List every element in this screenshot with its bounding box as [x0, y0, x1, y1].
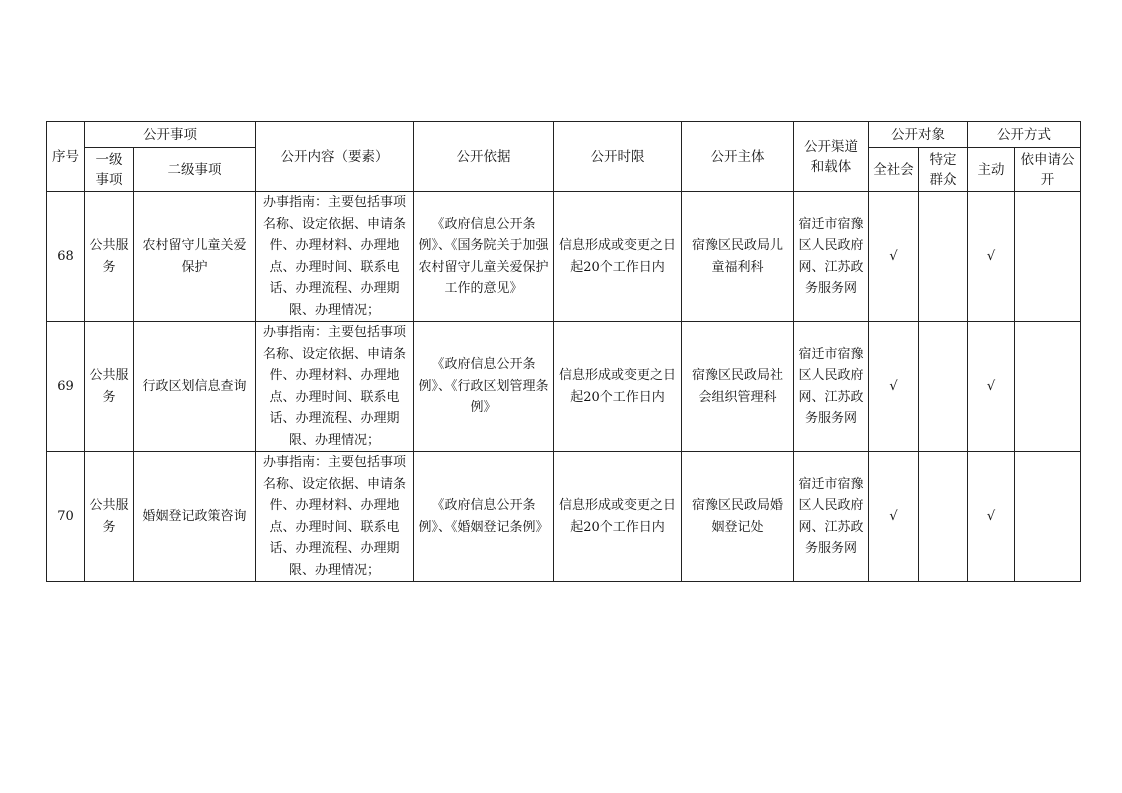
cell-content: 办事指南：主要包括事项名称、设定依据、申请条件、办理材料、办理地点、办理时间、联系电话、办理流程、办理期限、办理情况；	[256, 192, 414, 322]
cell-audience-all: √	[869, 192, 919, 322]
cell-seq: 68	[47, 192, 85, 322]
header-subject: 公开主体	[682, 122, 794, 192]
cell-mode-active: √	[968, 452, 1015, 582]
cell-audience-specific	[919, 452, 968, 582]
header-mode-request: 依申请公开	[1015, 148, 1081, 192]
table-row	[47, 192, 1081, 322]
header-item-group: 公开事项	[85, 122, 256, 148]
cell-channel: 宿迁市宿豫区人民政府网、江苏政务服务网	[794, 192, 869, 322]
cell-level1: 公共服务	[85, 452, 134, 582]
cell-subject: 宿豫区民政局婚姻登记处	[682, 452, 794, 582]
cell-mode-active: √	[968, 322, 1015, 452]
cell-basis: 《政府信息公开条例》、《行政区划管理条例》	[414, 322, 554, 452]
cell-level2: 农村留守儿童关爱保护	[134, 192, 256, 322]
cell-basis: 《政府信息公开条例》、《国务院关于加强农村留守儿童关爱保护工作的意见》	[414, 192, 554, 322]
cell-level1: 公共服务	[85, 322, 134, 452]
cell-time: 信息形成或变更之日起20个工作日内	[554, 192, 682, 322]
cell-level2: 婚姻登记政策咨询	[134, 452, 256, 582]
disclosure-table	[46, 121, 1081, 582]
header-time: 公开时限	[554, 122, 682, 192]
header-level1: 一级事项	[85, 148, 134, 192]
cell-subject: 宿豫区民政局儿童福利科	[682, 192, 794, 322]
header-seq: 序号	[47, 122, 85, 192]
cell-time: 信息形成或变更之日起20个工作日内	[554, 322, 682, 452]
cell-mode-active: √	[968, 192, 1015, 322]
cell-basis: 《政府信息公开条例》、《婚姻登记条例》	[414, 452, 554, 582]
cell-mode-request	[1015, 192, 1081, 322]
header-basis: 公开依据	[414, 122, 554, 192]
cell-level1: 公共服务	[85, 192, 134, 322]
cell-mode-request	[1015, 322, 1081, 452]
table-body	[47, 192, 1081, 582]
cell-audience-specific	[919, 322, 968, 452]
table-row	[47, 452, 1081, 582]
cell-time: 信息形成或变更之日起20个工作日内	[554, 452, 682, 582]
cell-content: 办事指南：主要包括事项名称、设定依据、申请条件、办理材料、办理地点、办理时间、联系电话、办理流程、办理期限、办理情况；	[256, 452, 414, 582]
cell-mode-request	[1015, 452, 1081, 582]
cell-level2: 行政区划信息查询	[134, 322, 256, 452]
header-audience-group: 公开对象	[869, 122, 968, 148]
header-channel: 公开渠道和载体	[794, 122, 869, 192]
header-content: 公开内容（要素）	[256, 122, 414, 192]
header-mode-group: 公开方式	[968, 122, 1081, 148]
cell-seq: 69	[47, 322, 85, 452]
cell-audience-all: √	[869, 452, 919, 582]
cell-subject: 宿豫区民政局社会组织管理科	[682, 322, 794, 452]
table-header	[47, 122, 1081, 192]
header-mode-active: 主动	[968, 148, 1015, 192]
cell-content: 办事指南：主要包括事项名称、设定依据、申请条件、办理材料、办理地点、办理时间、联系电话、办理流程、办理期限、办理情况；	[256, 322, 414, 452]
table-row	[47, 322, 1081, 452]
cell-audience-specific	[919, 192, 968, 322]
cell-seq: 70	[47, 452, 85, 582]
header-level2: 二级事项	[134, 148, 256, 192]
cell-channel: 宿迁市宿豫区人民政府网、江苏政务服务网	[794, 452, 869, 582]
header-audience-specific: 特定群众	[919, 148, 968, 192]
cell-channel: 宿迁市宿豫区人民政府网、江苏政务服务网	[794, 322, 869, 452]
header-audience-all: 全社会	[869, 148, 919, 192]
cell-audience-all: √	[869, 322, 919, 452]
